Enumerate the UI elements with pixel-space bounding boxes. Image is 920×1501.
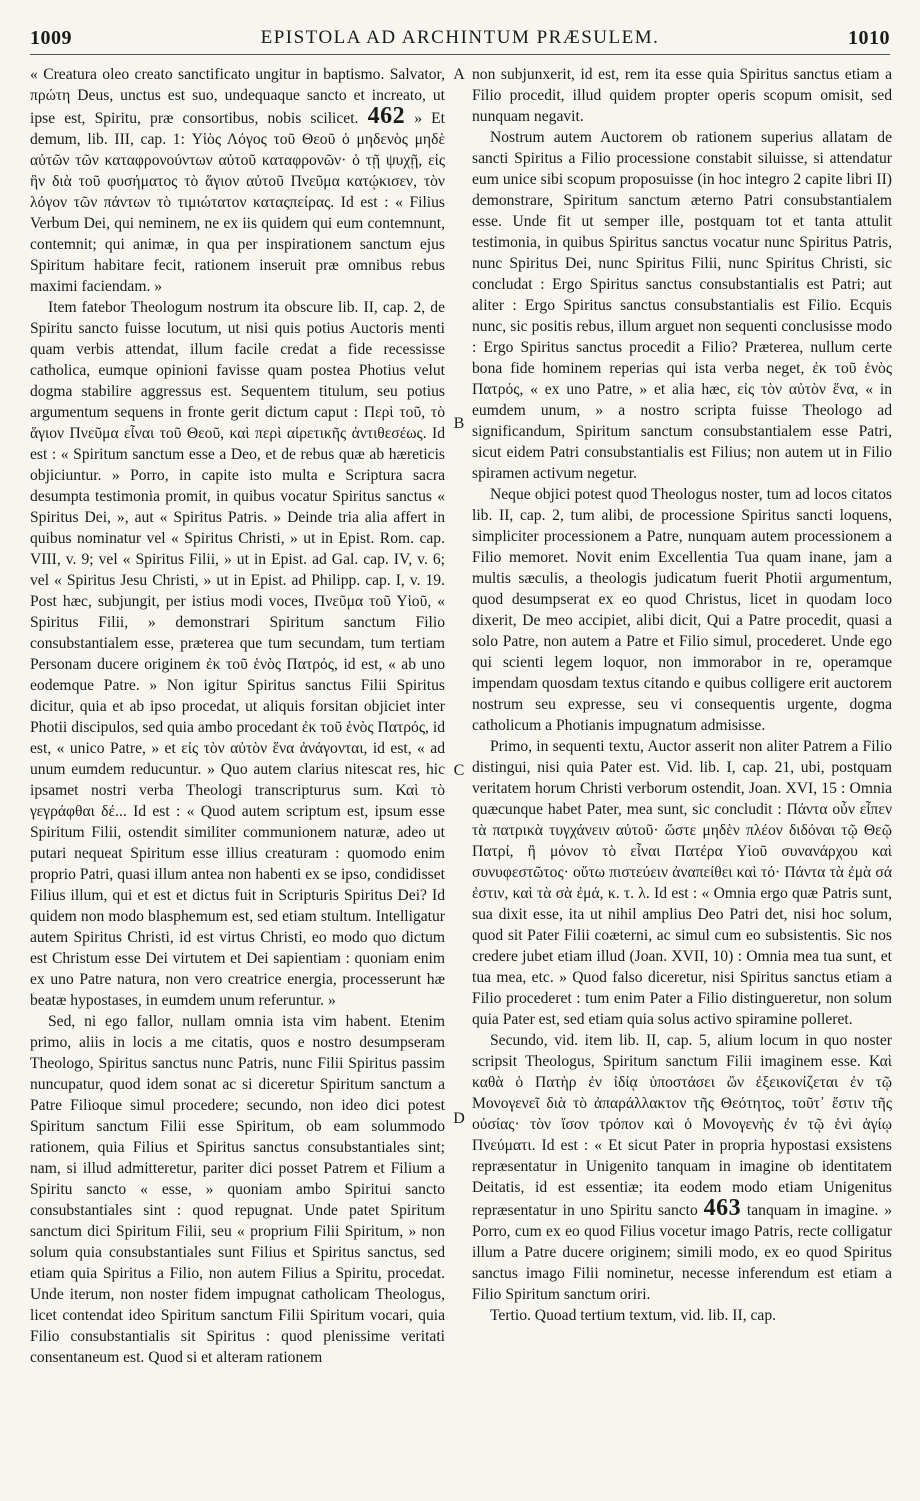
left-column	[30, 64, 445, 1493]
paragraph-text: « Creatura oleo creato sanctificato ungitur in baptismo. Salvator, πρώτη Deus, unctus est suo, undequaque sancto et increato, ut ipse est, Spiritu, præ consortibus, nobis scilicet.	[30, 66, 445, 127]
margin-letter-b: B	[453, 415, 465, 432]
paragraph-text: Secundo, vid. item lib. II, cap. 5, alium locum in quo noster scripsit Theologus, Spiritum sanctum Filii imaginem esse. Καὶ καθὰ ὁ Πατὴρ ἐν ἰδίᾳ ὑποστάσει ὢν ἐξεικονίζεται ἐν τῷ Μονογενεῖ διὰ τὸ ἀπαράλλακτον τῆς Θεότητος, τοῦτ᾽ ἔστιν τῆς οὐσίας· τὸν ἴσον τρόπον καὶ ὁ Μονογενὴς ἐν τῷ ἑνὶ ἁγίῳ Πνεύματι. Id est : « Et sicut Pater in propria hypostasi exsistens repræsentatur in Unigenito tanquam in imagine ob identitatem Deitatis, id est essentiæ; ita eodem modo etiam Unigenitus repræsentatur in uno Spiritu sancto	[472, 1032, 892, 1219]
right-column	[472, 64, 892, 1493]
page-marker: 462	[367, 103, 406, 129]
paragraph-text: » Et demum, lib. III, cap. 1: Υἱὸς Λόγος τοῦ Θεοῦ ὁ μηδενὸς μηδὲ αὐτῶν τῶν καταφρονούντων αὐτοῦ καταφρονῶν· ὁ τῇ ψυχῇ, εἰς ἣν διὰ τοῦ φυσήματος τὸ ἅγιον αὐτοῦ Πνεῦμα κατῴκισεν, τὸν λόγον τῶν πάντων τὸ τιμιώτατον καταςπείρας. Id est : « Filius Verbum Dei, qui neminem, ne ex iis quidem qui eum contemnunt, contemnit; qui animæ, in qua per inspirationem sanctum ejus Spiritum habitare fecit, rationem inseruit præ omnibus rebus maximi faciendam. »	[30, 110, 445, 295]
paragraph: Tertio. Quoad tertium textum, vid. lib. II, cap.	[490, 1307, 777, 1324]
paragraph: Primo, in sequenti textu, Auctor asserit non aliter Patrem a Filio distingui, nisi quia Pater est. Vid. lib. I, cap. 21, ubi, postquam veritatem horum Christi verborum ostendit, Joan. XVI, 15 : Omnia quæcunque habet Pater, mea sunt, sic concludit : Πάντα οὖν εἶπεν τὰ πατρικὰ τυγχάνειν αὐτοῦ· ὥστε μηδὲν πλέον διδόναι τῷ Θεῷ Πατρί, ἢ μόνον τὸ εἶναι Πατέρα Υἱοῦ συνανάρχου καὶ συνυφεστῶτος· οὕτω πιστεύειν ἀναπείθει καὶ τό· Πάντα τὰ ἐμὰ σά ἐστιν, καὶ τὰ σὰ ἐμά, κ. τ. λ. Id est : « Omnia ergo quæ Patris sunt, sua dixit esse, ita ut nihil amplius Deo Patri det, nisi hoc solum, quod sit Pater Filii coæterni, ac simul cum eo subsistentis. Sic nos credere jubet etiam illud (Joan. XVII, 10) : Omnia mea tua sunt, et tua mea, etc. » Quod falso diceretur, nisi Spiritus sanctus etiam a Filio procederet : tum enim Pater a Filio distingueretur, non solum quia Pater est, sed etiam quia solus activo spiramine polleret.	[472, 738, 892, 1028]
running-header	[30, 22, 890, 55]
running-title: EPISTOLA AD ARCHINTUM PRÆSULEM.	[260, 27, 660, 48]
margin-letter-c: C	[453, 762, 465, 779]
paragraph	[472, 1030, 892, 1305]
paragraph: non subjunxerit, id est, rem ita esse quia Spiritus sanctus etiam a Filio procedit, illud quidem propter operis scopum omisit, sed nunquam negavit.	[472, 66, 892, 125]
paragraph	[30, 64, 445, 297]
page-number-right: 1010	[847, 26, 890, 49]
paragraph: Item fatebor Theologum nostrum ita obscure lib. II, cap. 2, de Spiritu sancto fuisse locutum, ut nisi quis potius Auctoris menti quam verbis attendat, illum facile credat a fide recessisse catholica, eumque opinioni favisse quam postea Photius velut dogma stabilire aggressus est. Sequentem titulum, seu potius argumentum sequens in fronte gerit dictum caput : Περὶ τοῦ, τὸ ἅγιον Πνεῦμα εἶναι τοῦ Θεοῦ, καὶ περὶ αἱρετικῆς ἀντιθεσέως. Id est : « Spiritum sanctum esse a Deo, et de rebus quæ ab hæreticis objiciuntur. » Porro, in capite isto multa e Scriptura sacra desumpta testimonia promit, in quibus vocatur Spiritus sanctus « Spiritus Dei, », aut « Spiritus Patris. » Deinde tria alia affert in quibus nominatur vel « Spiritus Christi, » ut in Epist. Rom. cap. VIII, v. 9; vel « Spiritus Filii, » ut in Epist. ad Gal. cap. IV, v. 6; vel « Spiritus Jesu Christi, » ut in Epist. ad Philipp. cap. I, v. 19. Post hæc, subjungit, per istius modi voces, Πνεῦμα τοῦ Υἱοῦ, « Spiritus Filii, » demonstrari Spiritum sanctum Filio consubstantialem esse, præterea que tum secundam, tum tertiam Personam ducere originem ἐκ τοῦ ἑνὸς Πατρός, id est, « ab uno eodemque Patre. » Non igitur Spiritus sanctus Filii Spiritus dicitur, quia et ab ipso procedat, ut aliquis forsitan objiciet inter Photii discipulos, sed quia ambo procedant ἐκ τοῦ ἑνὸς Πατρός, id est, « unico Patre, » et εἰς τὸν αὐτὸν ἕνα ἀνάγονται, id est, « ad unum eumdem reducuntur. » Quo autem clarius nitescat res, hic ipsamet nostri verba Theologi transcripturus sum. Καὶ τὸ γεγράφθαι δέ... Id est : « Quod autem scriptum est, ipsum esse Spiritum Filii, ostendit similiter communionem naturæ, adeo ut putari nequeat Spiritum esse illius creaturam : quomodo enim proprio Patri, quasi illum antea non habenti ex se ipso, condidisset Filius illum, qui et est et dictus fuit in Scripturis Spiritus Dei? Id quidem non modo blasphemum est, sed etiam stultum. Intelligatur autem Spiritus Christi, id est virtus Christi, eo modo quo dictum est Christum esse Dei virtutem et Dei sapientiam : quoniam enim ex uno Patre natura, non vero creatrice energia, processerunt hæ beatæ hypostases, in eumdem unum referuntur. »	[30, 299, 445, 1009]
page-number-left: 1009	[30, 26, 72, 49]
page-marker: 463	[703, 1195, 742, 1221]
paragraph: Neque objici potest quod Theologus noster, tum ad locos citatos lib. II, cap. 2, tum alibi, de processione Spiritus sancti loquens, simpliciter processionem a Patre, nunquam autem processionem a Filio memoret. Novit enim Excellentia Tua quam inane, jam a multis sæculis, a theologis judicatum fuerit Photii argumentum, quod desumpserat ex eo quod Christus, licet in quodam loco dixerit, De meo accipiet, alibi dicit, Qui a Patre procedit, quasi a solo Patre, non autem a Patre et Filio simul, procederet. Unde ego qui scienti legem loquor, non immorabor in re, operamque impendam quosdam textus citando e quibus colligere erit auctorem nostrum seu expresse, seu vi consequentis urgente, dogma catholicum a Photianis impugnatum admisisse.	[472, 486, 892, 734]
paragraph-text: tanquam in imagine. » Porro, cum ex eo quod Filius vocetur imago Patris, recte colligatur illum a Patre ducere originem; simili modo, ex eo quod Spiritus sanctus imago Filii nominetur, necesse inferendum est etiam a Filio Spiritum sanctum oriri.	[472, 1202, 892, 1303]
margin-letter-d: D	[453, 1110, 465, 1127]
paragraph: Nostrum autem Auctorem ob rationem superius allatam de sancti Spiritus a Filio processione constabit siluisse, si attendatur eum unice sibi scopum proposuisse (in hoc integro 2 capite libri II) demonstrare, Spiritum sanctum æterno Patri consubstantialem esse. Unde fit ut semper ille, postquam tot et tanta attulit testimonia, in quibus Spiritus sanctus vocatur nunc Spiritus Patris, nunc Spiritus Dei, nunc Spiritus Filii, nunc Spiritus Christi, sic concludat : Ergo Spiritus sanctus consubstantialis est Patri; aut aliter : Ergo Spiritus sanctus consubstantialis est Filio. Ecquis nunc, sic positis rebus, illum arguet non sequenti conclusisse modo : Ergo Spiritus sanctus procedit a Filio? Præterea, nullum certe bona fide hominem reperias qui ista verba neget, ἐκ τοῦ ἑνὸς Πατρός, « ex uno Patre, » et alia hæc, εἰς τὸν αὐτὸν ἕνα, « in eumdem unum, » a nostro scripta fuisse Theologo ad significandum, Spiritum sanctum consubstantialem esse Patri, sicut eidem Patri consubstantialis est Filius; non autem ut in Filio spiramen activum negetur.	[472, 129, 892, 482]
margin-letter-a: A	[453, 66, 465, 83]
paragraph: Sed, ni ego fallor, nullam omnia ista vim habent. Etenim primo, aliis in locis a me citatis, quos e nostro desumpseram Theologo, Spiritus sanctus nunc Patris, nunc Filii Spiritus passim nuncupatur, quod idem sonat ac si diceretur Spiritum sanctum a Patre Filioque simul procedere; secundo, non ideo dici potest Spiritum sanctum Filii esse Spiritum, ob eam solummodo rationem, quia Filius et Spiritus sanctus consubstantiales sint; nam, si illud admitteretur, pariter dici posset Patrem et Filium a Spiritu sancto « esse, » quoniam ambo Spiritui sancto consubstantiales sint : quod repugnat. Unde patet Spiritum sanctum dici Spiritum Filii, seu « proprium Filii Spiritum, » non solum quia consubstantiales sunt Filius et Spiritus sanctus, sed etiam quia Spiritus a Filio, non autem Filius a Spiritu, procedat. Unde iterum, non noster fidem impugnat catholicam Theologus, licet contendat ideo Spiritum sanctum Filii Spiritum vocari, quia Filio consubstantialis sit Spiritus : quod plenissime veritati consentaneum est. Quod si et alteram rationem	[30, 1013, 445, 1366]
